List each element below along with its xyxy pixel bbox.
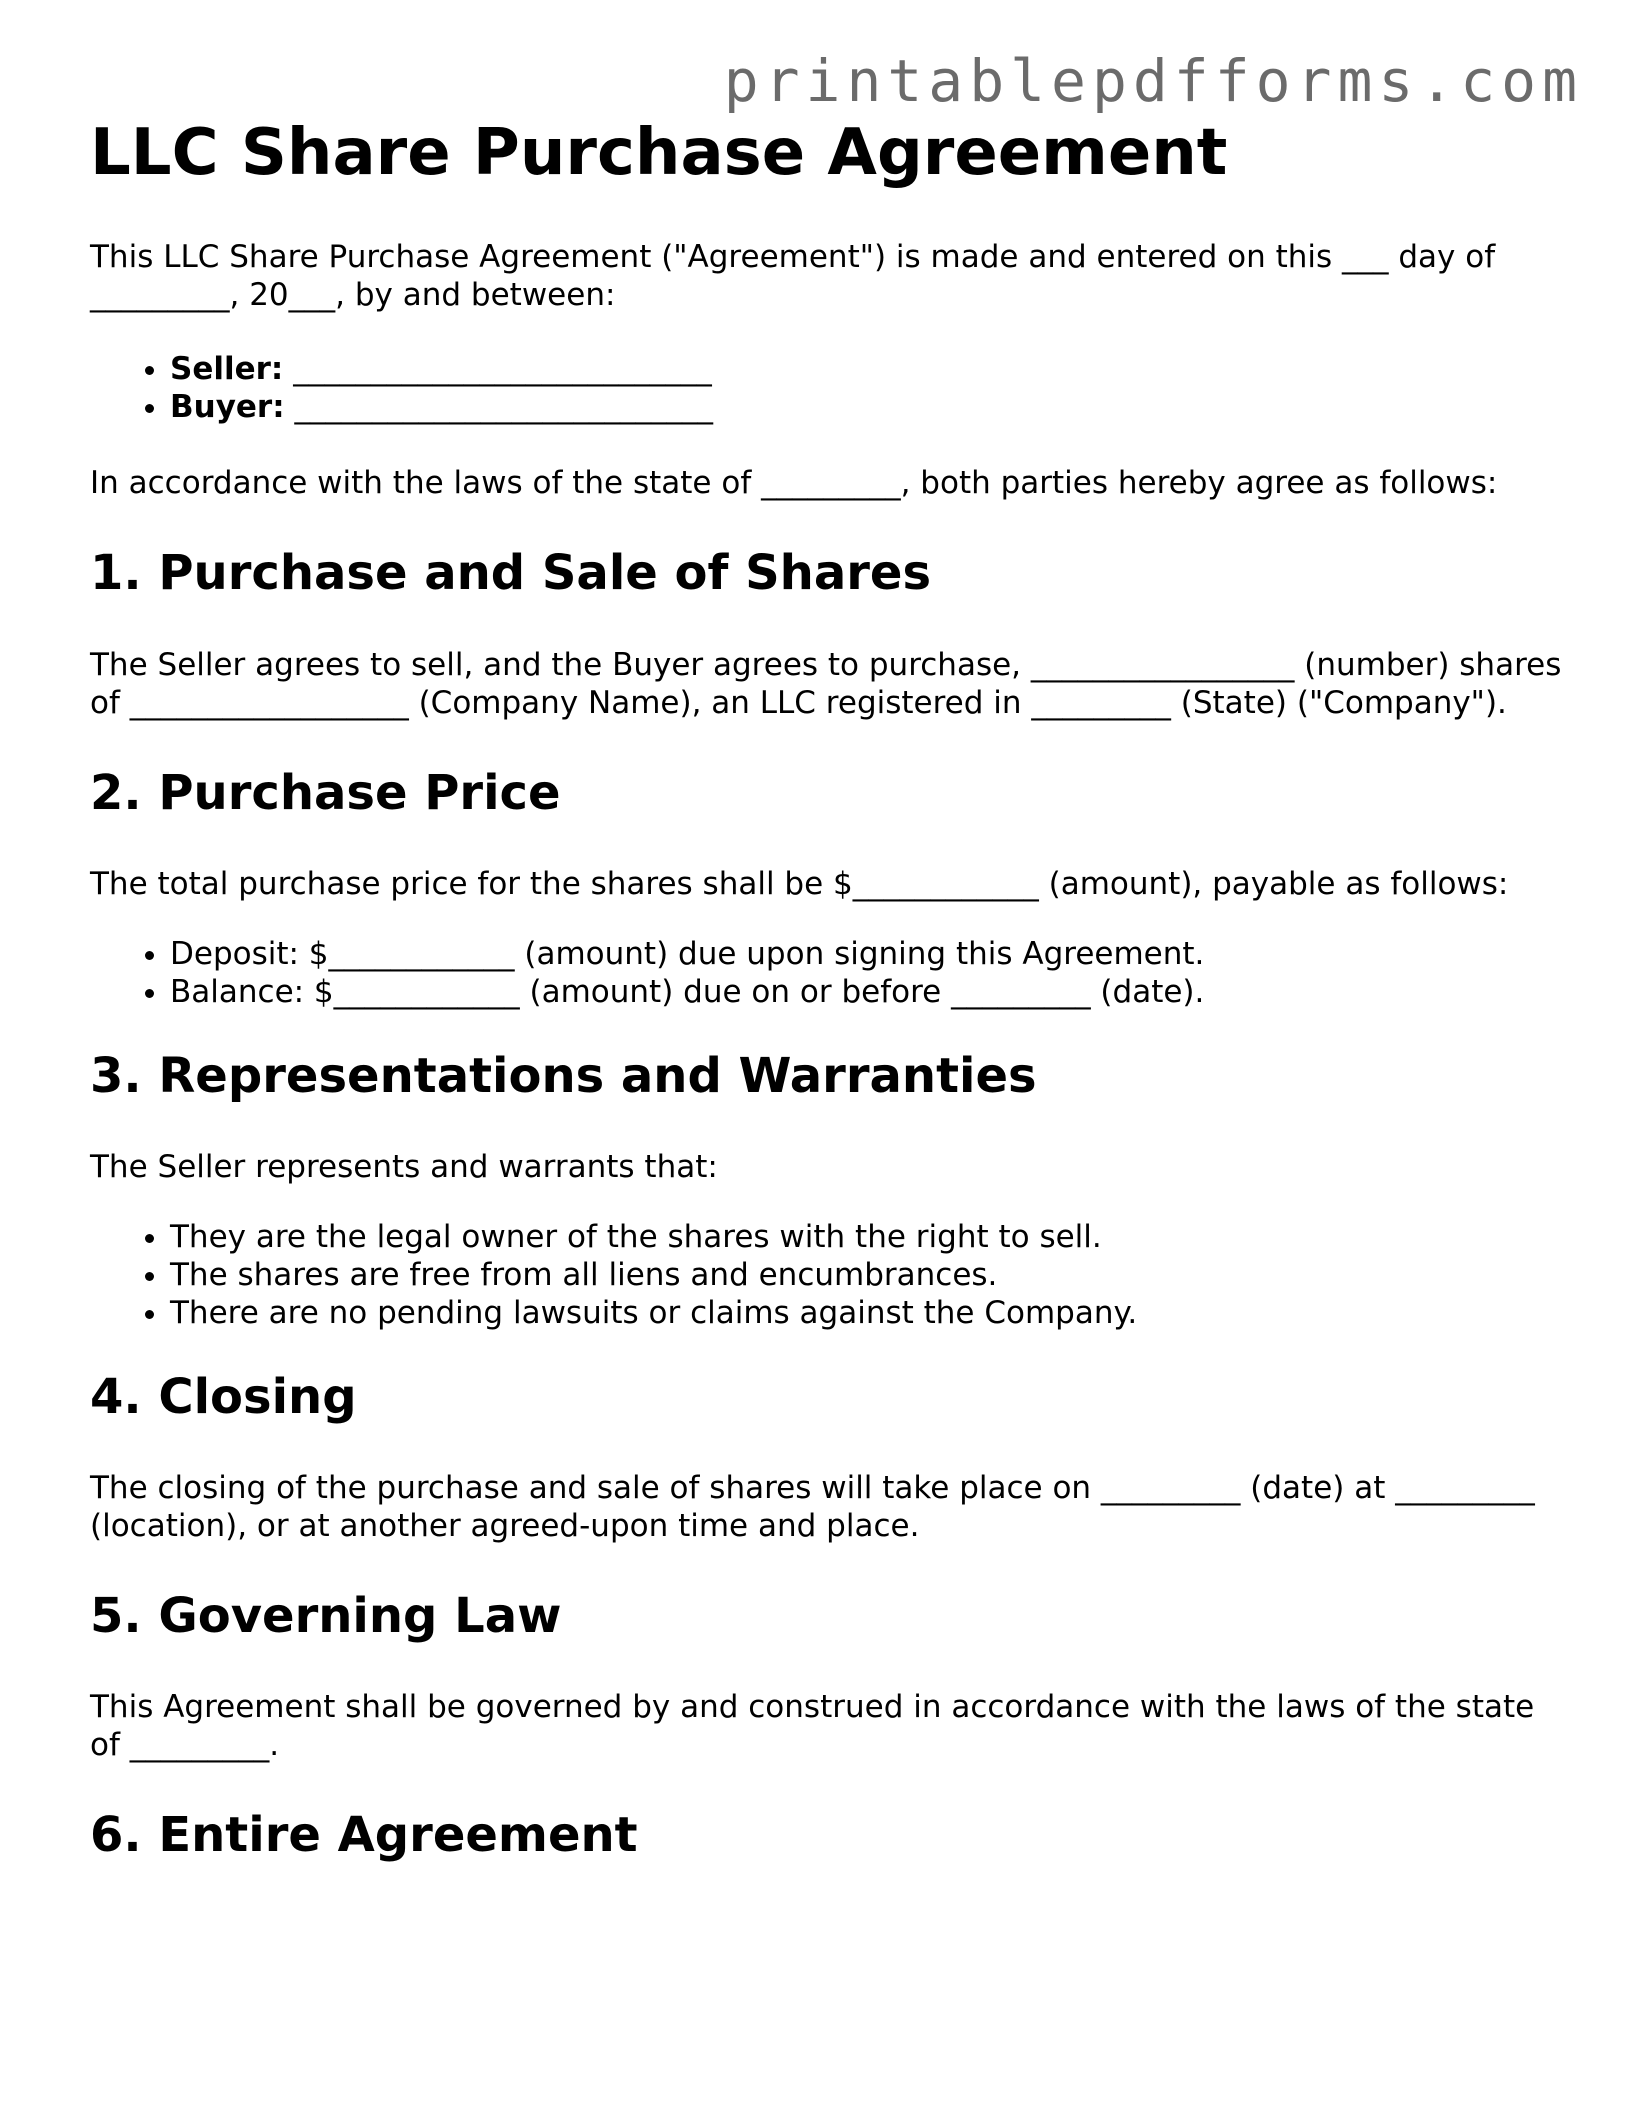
accordance-paragraph: In accordance with the laws of the state of _________, both parties hereby agree as follows: xyxy=(90,465,1498,502)
list-item: • There are no pending lawsuits or claims against the Company. xyxy=(170,1294,1570,1332)
section-text-5: This Agreement shall be governed by and construed in accordance with the laws of the state of _________. xyxy=(90,1689,1535,1764)
section-heading-3: 3. Representations and Warranties xyxy=(90,1047,1037,1104)
section-text-4: The closing of the purchase and sale of shares will take place on _________ (date) at _________ (location), or at another agreed-upon time and place. xyxy=(90,1470,1535,1545)
section-text-1: The Seller agrees to sell, and the Buyer agrees to purchase, _________________ (number) shares of __________________ (Company Name), an LLC registered in _________ (State) ("Company"). xyxy=(90,646,1562,721)
list-item: • Deposit: $____________ (amount) due upon signing this Agreement. xyxy=(170,935,1570,973)
document-title: LLC Share Purchase Agreement xyxy=(90,116,1228,190)
buyer-blank: ___________________________ xyxy=(294,389,713,426)
section-heading-1: 1. Purchase and Sale of Shares xyxy=(90,545,932,602)
parties-list xyxy=(90,350,1570,426)
payment-list xyxy=(90,935,1570,1011)
section-heading-2: 2. Purchase Price xyxy=(90,764,561,821)
list-item xyxy=(170,388,1570,426)
section-text-2: The total purchase price for the shares shall be $____________ (amount), payable as follows: xyxy=(90,865,1509,902)
section-heading-5: 5. Governing Law xyxy=(90,1588,562,1645)
seller-label: Seller: xyxy=(170,351,284,388)
list-item: • Balance: $____________ (amount) due on or before _________ (date). xyxy=(170,973,1570,1011)
warranties-list xyxy=(90,1218,1570,1332)
watermark: printablepdfforms.com xyxy=(723,47,1583,115)
section-heading-4: 4. Closing xyxy=(90,1368,357,1425)
list-item: • The shares are free from all liens and encumbrances. xyxy=(170,1256,1570,1294)
buyer-label: Buyer: xyxy=(170,389,285,426)
intro-paragraph: This LLC Share Purchase Agreement ("Agreement") is made and entered on this ___ day of _________, 20___, by and between: xyxy=(90,239,1496,314)
section-text-3: The Seller represents and warrants that: xyxy=(90,1148,718,1185)
list-item: • They are the legal owner of the shares with the right to sell. xyxy=(170,1218,1570,1256)
seller-blank: ___________________________ xyxy=(293,351,712,388)
list-item xyxy=(170,350,1570,388)
document-page xyxy=(90,118,1570,1908)
section-heading-6: 6. Entire Agreement xyxy=(90,1807,638,1864)
